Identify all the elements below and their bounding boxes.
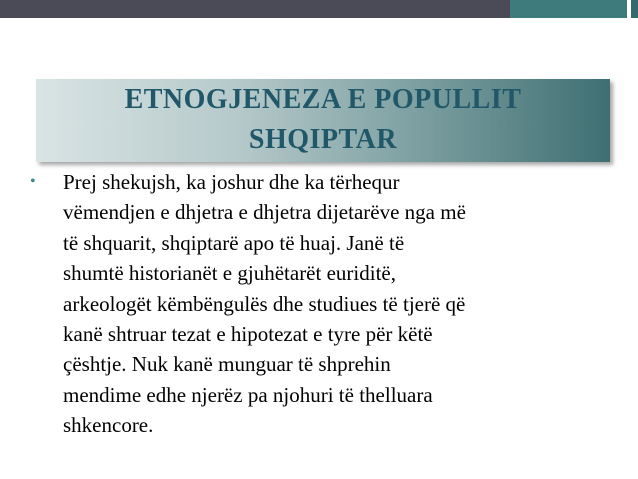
top-bar-end-segment (631, 0, 638, 18)
paragraph-line: arkeologët këmbëngulës dhe studiues të tjerë që (63, 291, 466, 316)
paragraph-text (63, 167, 623, 441)
top-bar (0, 0, 638, 18)
paragraph-line: mendime edhe njerëz pa njohuri të thelluara (63, 382, 433, 407)
paragraph-line: shkencore. (63, 413, 154, 438)
title-line-2: SHQIPTAR (248, 124, 398, 155)
top-bar-accent-segment (510, 0, 627, 18)
paragraph-line: çështje. Nuk kanë munguar të shprehin (63, 352, 391, 377)
title-line-1: ETNOGJENEZA E POPULLIT (124, 84, 522, 115)
slide-title (36, 80, 610, 160)
paragraph-line: shumtë historianët e gjuhëtarët euriditë, (63, 261, 396, 286)
top-bar-dark-segment (0, 0, 510, 18)
bullet-icon: • (30, 173, 36, 190)
paragraph-line: Prej shekujsh, ka joshur dhe ka tërhequr (63, 170, 400, 194)
paragraph-line: të shquarit, shqiptarë apo të huaj. Janë të (63, 230, 405, 255)
paragraph-line: vëmendjen e dhjetra e dhjetra dijetarëve nga më (63, 200, 466, 225)
paragraph-line: kanë shtruar tezat e hipotezat e tyre për këtë (63, 322, 433, 347)
